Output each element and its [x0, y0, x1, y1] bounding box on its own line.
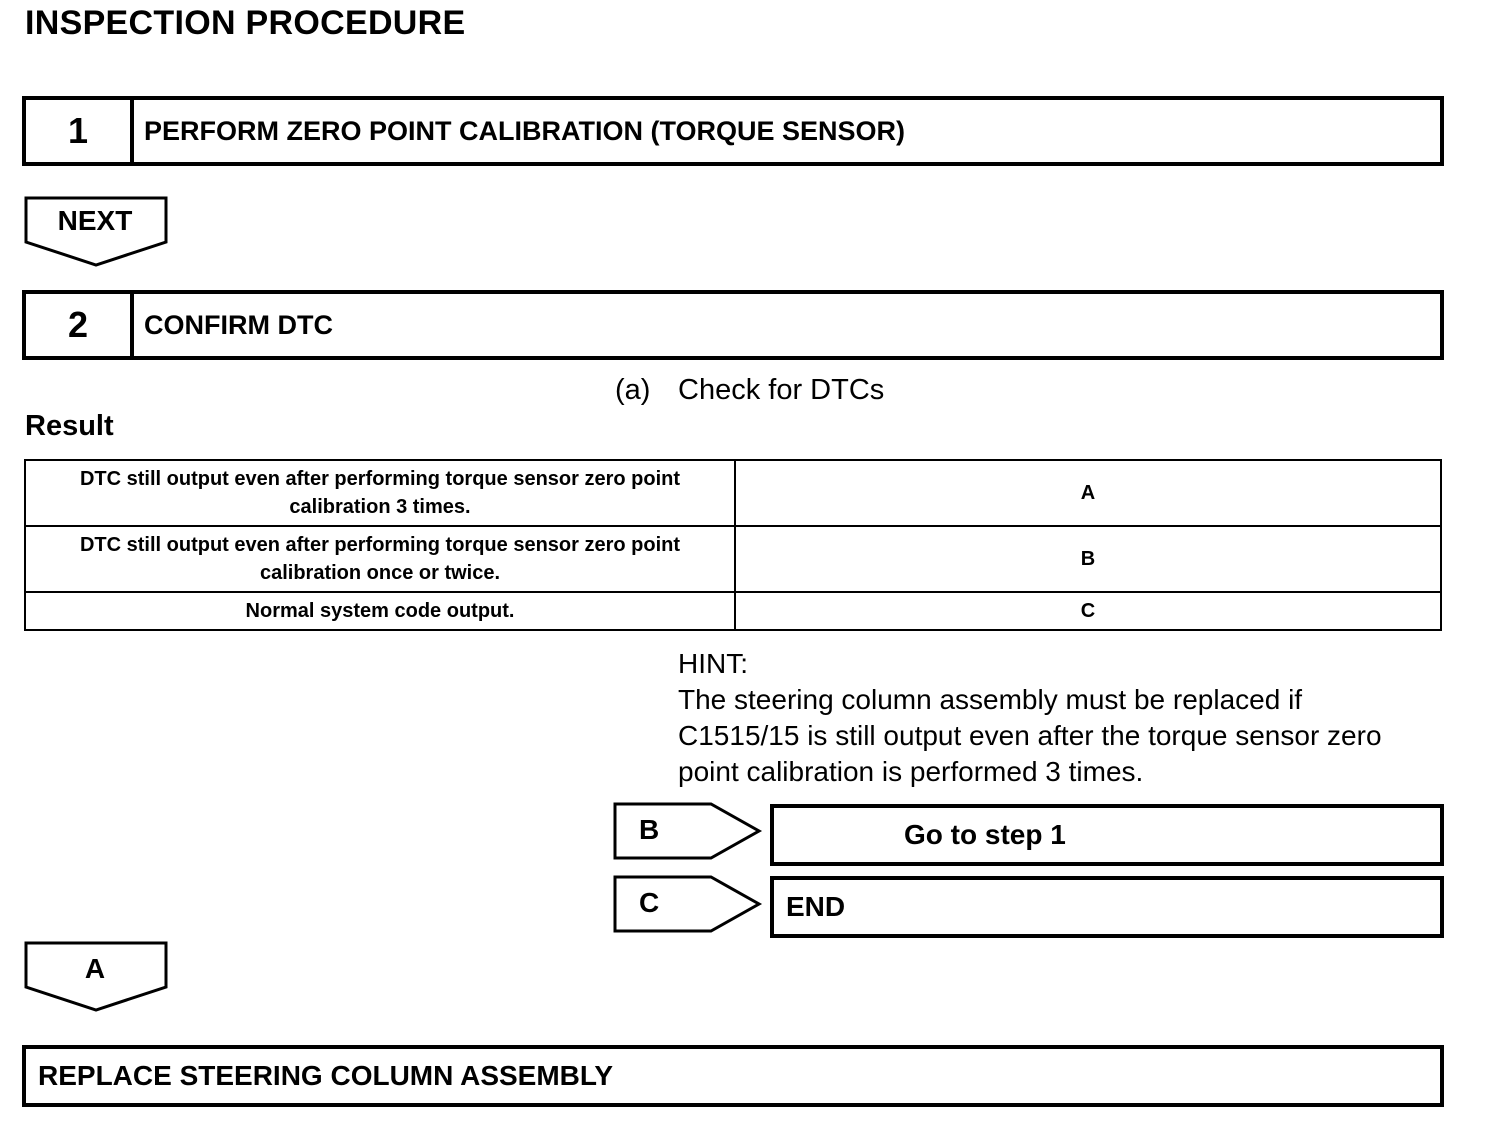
branch-a-chevron [24, 941, 170, 1013]
branch-a-code: A [84, 953, 106, 984]
step-1-number: 1 [26, 100, 134, 162]
step-2-number: 2 [26, 294, 134, 356]
result-label: Result [25, 410, 114, 442]
branch-b-code: B [639, 814, 660, 845]
hint-label: HINT: [678, 648, 748, 679]
branch-b-action: Go to step 1 [904, 819, 1066, 850]
table-cell-condition: Normal system code output. [25, 592, 735, 630]
branch-c-arrow [613, 875, 763, 933]
check-instruction: Check for DTCs [678, 374, 885, 406]
hint-line: The steering column assembly must be replaced if [678, 684, 1303, 715]
result-table [24, 459, 1442, 631]
step-2-title: CONFIRM DTC [144, 309, 333, 340]
final-action: REPLACE STEERING COLUMN ASSEMBLY [38, 1060, 614, 1091]
table-row [25, 460, 1441, 526]
branch-b-arrow-shape [613, 802, 763, 860]
step-1-box [22, 96, 1444, 166]
table-row [25, 592, 1441, 630]
table-cell-result: C [735, 592, 1441, 630]
branch-b-action-box [770, 804, 1444, 866]
branch-c-code: C [639, 887, 660, 918]
branch-b-arrow [613, 802, 763, 860]
check-prefix: (a) [615, 374, 651, 406]
hint-line: C1515/15 is still output even after the torque sensor zero [678, 720, 1382, 751]
page-title: INSPECTION PROCEDURE [25, 4, 466, 42]
branch-c-arrow-shape [613, 875, 763, 933]
branch-c-action: END [786, 891, 846, 922]
step-2-box [22, 290, 1444, 360]
step-1-title: PERFORM ZERO POINT CALIBRATION (TORQUE SENSOR) [144, 115, 906, 146]
table-cell-condition: DTC still output even after performing torque sensor zero point calibration once or twice. [25, 526, 735, 592]
table-row [25, 526, 1441, 592]
branch-c-action-box [770, 876, 1444, 938]
final-action-box [22, 1045, 1444, 1107]
next-chevron [24, 196, 170, 268]
hint-line: point calibration is performed 3 times. [678, 756, 1144, 787]
hint-block [678, 646, 1382, 790]
table-cell-result: A [735, 460, 1441, 526]
next-label: NEXT [57, 205, 133, 236]
table-cell-condition: DTC still output even after performing torque sensor zero point calibration 3 times. [25, 460, 735, 526]
table-cell-result: B [735, 526, 1441, 592]
